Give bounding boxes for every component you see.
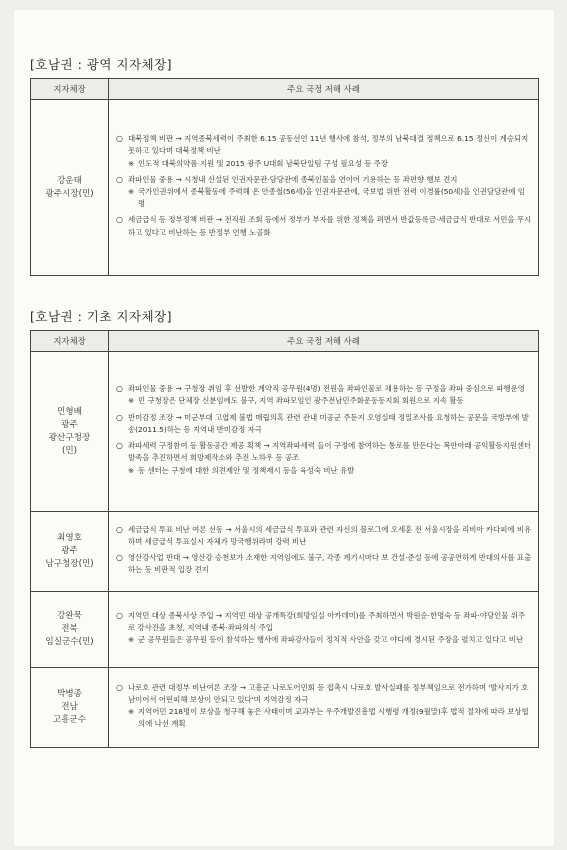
list-item	[116, 440, 532, 477]
bullet-icon: ○	[116, 553, 123, 562]
cases-cell	[109, 352, 539, 512]
bullet-icon: ○	[116, 215, 123, 225]
note-asterisk-icon: ※	[128, 465, 135, 475]
case-note-text: 민 구청장은 단체장 신분임에도 불구, 지역 좌파모임인 광주전남민주화운동동지회 회원으로 지속 활동	[138, 396, 464, 406]
bullet-icon: ○	[116, 384, 123, 394]
case-note	[128, 465, 532, 477]
case-text: 나로호 관련 대정부 비난여론 조장 → 고흥군 나로도어민회 등 접촉시 나로호 발사실패를 정부책임으로 전가하며 '발사지가 호남이어서 어떤피해 보상이 안되고 있다'며 지역감정 자극	[128, 682, 529, 704]
official-name: 박병종	[57, 689, 82, 699]
cases-cell	[109, 512, 539, 592]
official-position: 고흥군수	[52, 715, 87, 725]
list-item	[116, 552, 532, 576]
note-asterisk-icon: ※	[128, 707, 135, 716]
bullet-icon: ○	[116, 134, 123, 144]
official-name: 강운태	[57, 175, 82, 186]
official-name: 민형배	[57, 406, 82, 417]
case-text: 세금급식 투표 비난 여론 선동 → 서울시의 세금급식 투표와 관련 자신의 블로그에 오세훈 전 서울시장을 리비아 카다피에 비유하며 세금급식 투표실시 자체가 망국행위라며 강력 비난	[128, 524, 532, 546]
section-title-local: [호남권 : 기초 지자체장]	[30, 309, 173, 324]
official-region: 광주	[61, 419, 78, 430]
case-text: 좌파세력 구정참여 등 활동공간 제공 획책 → 지역좌파세력 들이 구정에 참여하는 통로를 만든다는 복안아래 공익활동지원센터 발족을 추진하면서 희망제작소와 추진 노하우 등 공조	[128, 441, 532, 463]
list-item	[116, 610, 532, 647]
official-name-cell	[31, 512, 109, 592]
note-asterisk-icon: ※	[128, 396, 135, 406]
official-party: (민)	[61, 445, 77, 456]
case-text: 지역민 대상 종북사상 주입 → 지역민 대상 공개특강(희망임실 아카데미)를 주최하면서 박원순·한명숙 등 좌파·야당인물 위주로 강사진을 초청, 지역내 종북·좌파의식 주입	[128, 610, 526, 632]
official-name: 최영호	[57, 533, 82, 543]
table-metro	[30, 78, 539, 276]
case-note	[128, 395, 525, 407]
case-text: 영산강사업 반대 → 영산강 승천보가 소재한 지역임에도 불구, 각종 계기시마다 보 건설·준설 등에 공공연하게 반대의사를 표출하는 등 비판적 입장 견지	[128, 553, 532, 575]
list-item	[116, 524, 532, 548]
case-note	[128, 158, 532, 170]
bullet-icon: ○	[116, 441, 123, 451]
note-asterisk-icon: ※	[128, 635, 135, 645]
list-item	[116, 214, 532, 238]
official-name-cell	[31, 668, 109, 748]
bullet-icon: ○	[116, 610, 123, 620]
column-header-head: 지자체장	[31, 331, 109, 352]
case-text: 좌파인물 중용 → 시청내 신설된 인권자문관·담당관에 종북인물을 연이어 기용하는 등 좌편향 행보 견지	[128, 174, 458, 184]
table-local	[30, 330, 539, 748]
official-region: 전북	[61, 624, 78, 634]
column-header-cases: 주요 국정 저해 사례	[109, 79, 539, 100]
section-title-metro: [호남권 : 광역 지자체장]	[30, 57, 173, 72]
cases-cell	[109, 592, 539, 668]
case-text: 세금급식 등 정부정책 비판 → 전직원 조회 등에서 정부가 부자를 위한 정책을 펴면서 반값등록금·세금급식 반대로 서민을 무시하고 있다고 비난하는 등 반정부 언행 노골화	[128, 215, 532, 237]
cases-cell	[109, 100, 539, 276]
bullet-icon: ○	[116, 524, 123, 534]
bullet-icon: ○	[116, 174, 123, 184]
official-position: 광주시장(민)	[45, 188, 94, 199]
official-position: 남구청장(민)	[45, 559, 94, 569]
official-region: 전남	[61, 702, 78, 712]
column-header-head: 지자체장	[31, 79, 109, 100]
official-name-cell	[31, 592, 109, 668]
case-note	[128, 634, 532, 646]
case-text: 대북정책 비판 → 지역종북세력이 주최한 6.15 공동선언 11년 행사에 참석, 정부의 남북대결 정책으로 6.15 정신이 계승되지 못하고 있다며 대북정책 비난	[128, 134, 529, 156]
official-region: 광주	[61, 546, 78, 556]
official-position: 임실군수(민)	[45, 637, 94, 647]
case-note-text: 인도적 대북의약품 지원 및 2015 광주 U대회 남북단일팀 구성 필요성 등 주장	[138, 158, 388, 168]
case-text: 반미감정 조장 → 미군부대 고엽제 불법 매립의혹 관련 관내 미공군 주둔지 오염실태 정밀조사를 요청하는 공문을 국방부에 발송(2011.5)하는 등 지역내 반미감정 자극	[128, 412, 529, 434]
bullet-icon: ○	[116, 412, 123, 422]
bullet-icon: ○	[116, 682, 123, 692]
official-position: 광산구청장	[48, 432, 91, 443]
note-asterisk-icon: ※	[128, 187, 135, 196]
official-name-cell	[31, 352, 109, 512]
case-note	[128, 186, 532, 210]
case-note-text: 군 공무원들은 공무원 등이 참석하는 행사에 좌파강사들이 정치적 사안을 갖고 야디에 경시된 주장을 펼치고 있다고 비난	[138, 635, 524, 645]
case-note-text: 지역어민 218명이 보상을 청구해 놓은 사태이며 교과부는 우주개발진흥법 시행령 개정(9월말)후 법적 절차에 따라 보상협의에 나선 계획	[138, 707, 529, 729]
cases-cell	[109, 668, 539, 748]
case-note	[128, 706, 532, 730]
case-text: 좌파인물 중용 → 구청장 취임 후 선발한 계약직 공무원(4명) 전원을 좌파인물로 채용하는 등 구정을 좌파 중심으로 파행운영	[128, 384, 525, 394]
column-header-cases: 주요 국정 저해 사례	[109, 331, 539, 352]
list-item	[116, 412, 532, 436]
note-asterisk-icon: ※	[128, 158, 135, 168]
list-item	[116, 133, 532, 170]
list-item	[116, 682, 532, 731]
official-name-cell	[31, 100, 109, 276]
case-note-text: 국가인권위에서 종북활동에 주력해 온 안종철(56세)을 인권자문관에, 국보법 위반 전력 이경률(50세)을 인권담당관에 임명	[138, 187, 525, 209]
list-item	[116, 174, 532, 211]
official-name: 강완묵	[57, 611, 82, 621]
list-item	[116, 383, 532, 407]
case-note-text: 동 센터는 구청에 대한 의견제안 및 정책제시 등을 육성숙 비난 유발	[138, 465, 355, 475]
